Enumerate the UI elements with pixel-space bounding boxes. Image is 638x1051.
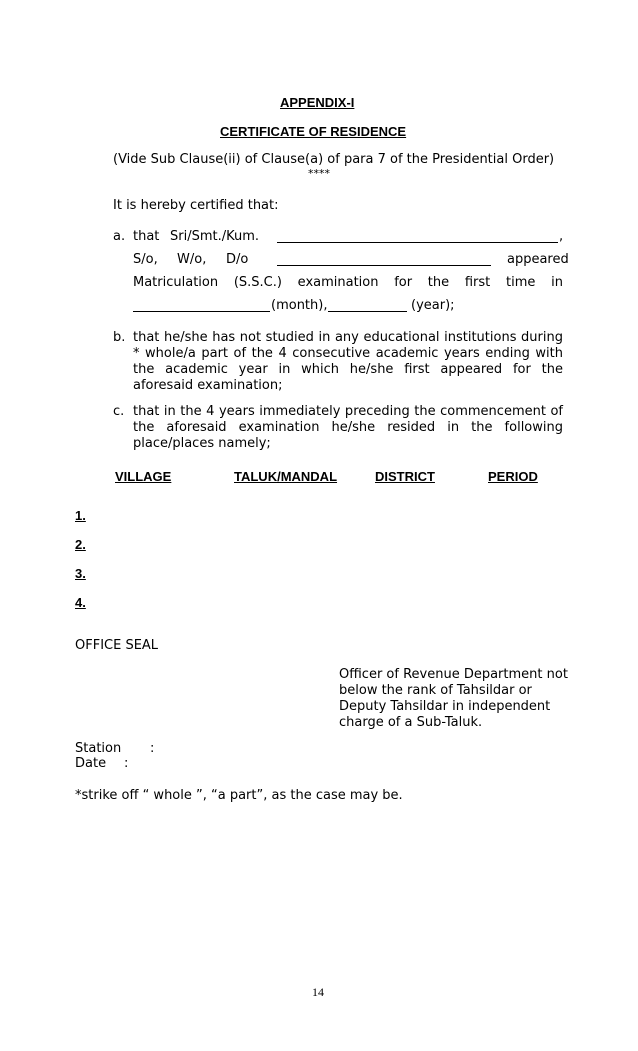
word: Matriculation [133, 275, 219, 290]
clause-a-line3 [133, 275, 563, 290]
month-label: (month), [271, 298, 328, 313]
clause-b-marker: b. [113, 330, 126, 345]
clause-c-text: that in the 4 years immediately preceding the commencement of the aforesaid examination he/she resided in the following place/places namely; [133, 404, 563, 451]
office-seal-label: OFFICE SEAL [75, 638, 159, 653]
word: (S.S.C.) [233, 275, 282, 290]
word: first [464, 275, 491, 290]
clause-a-that: that [133, 229, 160, 244]
clause-b-text: that he/she has not studied in any educational institutions during * whole/a part of the 4 consecutive academic years ending with the academic year in which he/she first appeared for the aforesaid examination; [133, 330, 563, 393]
page-number: 14 [312, 985, 324, 999]
month-blank-line[interactable] [133, 311, 270, 312]
word: examination [297, 275, 379, 290]
clause-a-title: Sri/Smt./Kum. [170, 229, 260, 244]
stars: **** [308, 167, 330, 180]
clause-a-so: S/o, [133, 252, 158, 267]
certificate-title: CERTIFICATE OF RESIDENCE [220, 124, 407, 139]
word: the [427, 275, 450, 290]
clause-a-comma: , [559, 229, 564, 244]
clause-a-do: D/o [226, 252, 249, 267]
date-colon: : [124, 756, 129, 771]
officer-line: below the rank of Tahsildar or [339, 683, 532, 698]
date-label: Date [75, 756, 107, 771]
clause-a-wo: W/o, [177, 252, 207, 267]
clause-a-marker: a. [113, 229, 126, 244]
appendix-heading: APPENDIX-I [280, 95, 355, 110]
subtitle: (Vide Sub Clause(ii) of Clause(a) of para 7 of the Presidential Order) [113, 152, 555, 167]
row-number: 2. [75, 537, 86, 552]
station-colon: : [150, 741, 155, 756]
officer-line: Officer of Revenue Department not [339, 667, 568, 682]
word: time [505, 275, 536, 290]
name-blank-line[interactable] [277, 242, 558, 243]
officer-line: Deputy Tahsildar in independent [339, 699, 551, 714]
word: in [551, 275, 563, 290]
year-label: (year); [411, 298, 455, 313]
intro-text: It is hereby certified that: [113, 198, 279, 213]
header-period: PERIOD [488, 469, 538, 484]
word: for [394, 275, 413, 290]
row-number: 1. [75, 508, 86, 523]
footnote: *strike off “ whole ”, “a part”, as the case may be. [75, 788, 403, 803]
header-village: VILLAGE [115, 469, 172, 484]
year-blank-line[interactable] [328, 311, 407, 312]
header-district: DISTRICT [375, 469, 435, 484]
clause-a-appeared: appeared [507, 252, 569, 267]
station-label: Station [75, 741, 122, 756]
clause-c-marker: c. [113, 404, 125, 419]
row-number: 4. [75, 595, 86, 610]
parent-blank-line[interactable] [277, 265, 491, 266]
row-number: 3. [75, 566, 86, 581]
header-taluk-mandal: TALUK/MANDAL [234, 469, 338, 484]
officer-line: charge of a Sub-Taluk. [339, 715, 483, 730]
